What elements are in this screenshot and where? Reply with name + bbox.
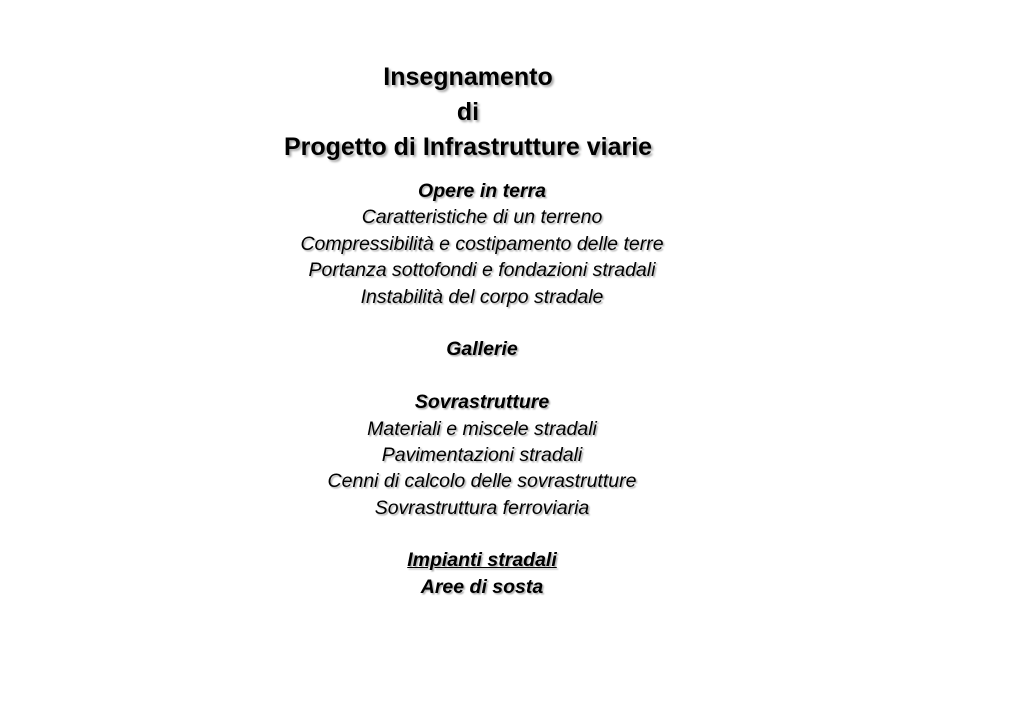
spacer xyxy=(0,521,964,547)
topic-item: Caratteristiche di un terreno xyxy=(361,206,603,229)
section-heading-sovrastrutture: Sovrastrutture xyxy=(414,391,550,414)
course-outline xyxy=(0,178,964,600)
title-line-course-name: Progetto di Infrastrutture viarie xyxy=(283,133,653,161)
topic-item: Sovrastruttura ferroviaria xyxy=(374,496,590,519)
section-heading-impianti-stradali xyxy=(0,547,964,573)
title-line-di: di xyxy=(456,98,480,126)
topic-item: Cenni di calcolo delle sovrastrutture xyxy=(327,470,637,493)
topic-item: Materiali e miscele stradali xyxy=(367,417,597,440)
title-line-insegnamento: Insegnamento xyxy=(383,63,553,91)
topic-item: Pavimentazioni stradali xyxy=(381,443,583,466)
section-heading-opere-in-terra: Opere in terra xyxy=(418,180,546,202)
topic-item: Instabilità del corpo stradale xyxy=(360,285,604,308)
topic-item-aree-di-sosta: Aree di sosta xyxy=(420,575,544,598)
section-heading-gallerie: Gallerie xyxy=(446,338,518,361)
section-heading-impianti-text: Impianti stradali xyxy=(407,549,557,572)
spacer xyxy=(0,363,964,389)
spacer xyxy=(0,310,964,336)
page-title xyxy=(0,60,936,165)
topic-item: Portanza sottofondi e fondazioni stradali xyxy=(308,259,656,282)
topic-item: Compressibilità e costipamento delle terre xyxy=(300,232,664,255)
